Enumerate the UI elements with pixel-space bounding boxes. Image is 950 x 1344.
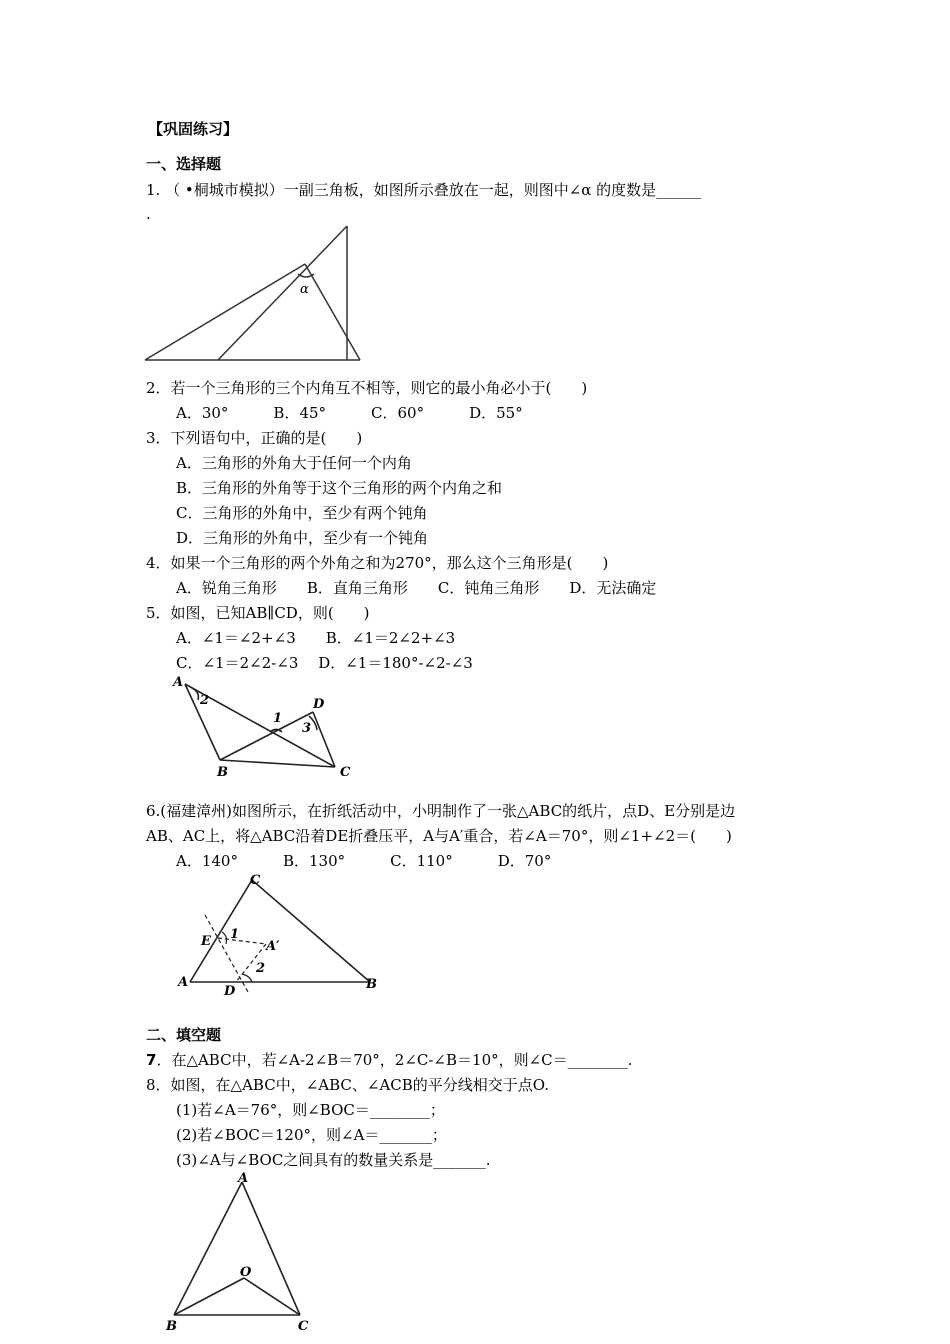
q6-label-A-prime: A′ [266,939,280,954]
q5-line-BC [220,760,335,767]
q1-figure-set-squares [140,222,370,367]
q5-label-B: B [217,765,228,780]
q5-label-3: 3 [302,721,312,736]
q6-fold-line-DE [205,915,248,992]
part1-heading: 一、选择题 [146,155,222,173]
q5-stem: 5．如图，已知AB∥CD，则( ) [146,604,370,622]
q7-text: ．在△ABC中，若∠A-2∠B＝70°，2∠C-∠B＝10°，则∠C＝________. [156,1051,633,1069]
q6-angle2-arc [242,974,252,982]
q6-label-E: E [201,934,211,949]
q1-line2: . [146,205,151,223]
q2-stem: 2．若一个三角形的三个内角互不相等，则它的最小角必小于( ) [146,379,588,397]
q8-label-O: O [240,1265,252,1280]
q3-option-a: A．三角形的外角大于任何一个内角 [176,454,412,472]
part2-heading: 二、填空题 [146,1026,222,1044]
q1-hypotenuse-2 [218,226,347,360]
q6-label-1: 1 [230,927,240,942]
q5-label-A: A [173,675,184,690]
q3-option-b: B．三角形的外角等于这个三角形的两个内角之和 [176,479,503,497]
q1-line1: 1. （ •桐城市模拟）一副三角板，如图所示叠放在一起，则图中∠α 的度数是______ [146,181,702,199]
q8-sub2: (2)若∠BOC＝120°，则∠A＝_______； [176,1126,447,1144]
q6-line2: AB、AC上，将△ABC沿着DE折叠压平，A与A′重合，若∠A＝70°，则∠1+∠2＝( ) [146,827,732,845]
q8-figure-angle-bisectors [160,1170,320,1340]
q8-label-B: B [166,1319,177,1334]
q3-option-c: C．三角形的外角中，至少有两个钝角 [176,504,428,522]
section-title: 【巩固练习】 [148,120,239,138]
q6-label-A: A [178,975,189,990]
q6-figure-folded-triangle [170,870,390,1000]
q1-side-1 [305,264,360,360]
q8-line-BO [174,1278,244,1315]
q5-options-row2: C．∠1＝2∠2-∠3 D．∠1＝180°-∠2-∠3 [176,654,473,672]
q8-sub3: (3)∠A与∠BOC之间具有的数量关系是_______. [176,1151,491,1169]
q5-label-1: 1 [273,711,283,726]
q8-line-AB [174,1182,242,1315]
q1-alpha-label: α [300,282,309,297]
q5-line-DC [313,712,335,767]
q5-line-BD [220,712,313,760]
q8-sub1: (1)若∠A＝76°，则∠BOC＝________； [176,1101,445,1119]
q6-label-B: B [366,977,377,992]
q7-line [146,1050,632,1070]
q6-line-CB [252,880,370,982]
q6-angle1-arc [222,932,227,944]
q6-label-C: C [250,873,261,888]
q6-options: A．140° B．130° C．110° D．70° [176,852,552,870]
q4-options: A．锐角三角形 B．直角三角形 C．钝角三角形 D．无法确定 [176,579,657,597]
q3-option-d: D．三角形的外角中，至少有一个钝角 [176,529,429,547]
q5-figure-parallel-lines [170,672,365,782]
q8-label-A: A [238,1171,249,1186]
q7-number: 7 [146,1051,157,1069]
q5-label-2: 2 [200,693,210,708]
q6-line-AC [190,880,252,982]
q8-label-C: C [298,1319,309,1334]
q5-options-row1: A．∠1＝∠2+∠3 B．∠1＝2∠2+∠3 [176,629,456,647]
q6-label-D: D [224,984,236,999]
q1-hypotenuse-1 [145,264,305,360]
q6-line-EA2 [218,938,266,944]
q4-stem: 4．如果一个三角形的两个外角之和为270°，那么这个三角形是( ) [146,554,609,572]
q5-label-C: C [340,765,351,780]
q8-stem: 8．如图，在△ABC中，∠ABC、∠ACB的平分线相交于点O. [146,1076,549,1094]
q2-options: A．30° B．45° C．60° D．55° [176,404,523,422]
q5-angle2-arc [192,688,198,700]
q3-stem: 3．下列语句中，正确的是( ) [146,429,363,447]
q6-line1: 6.(福建漳州)如图所示，在折纸活动中，小明制作了一张△ABC的纸片，点D、E分别是边 [146,802,736,820]
q5-label-D: D [313,697,325,712]
q6-label-2: 2 [256,961,266,976]
